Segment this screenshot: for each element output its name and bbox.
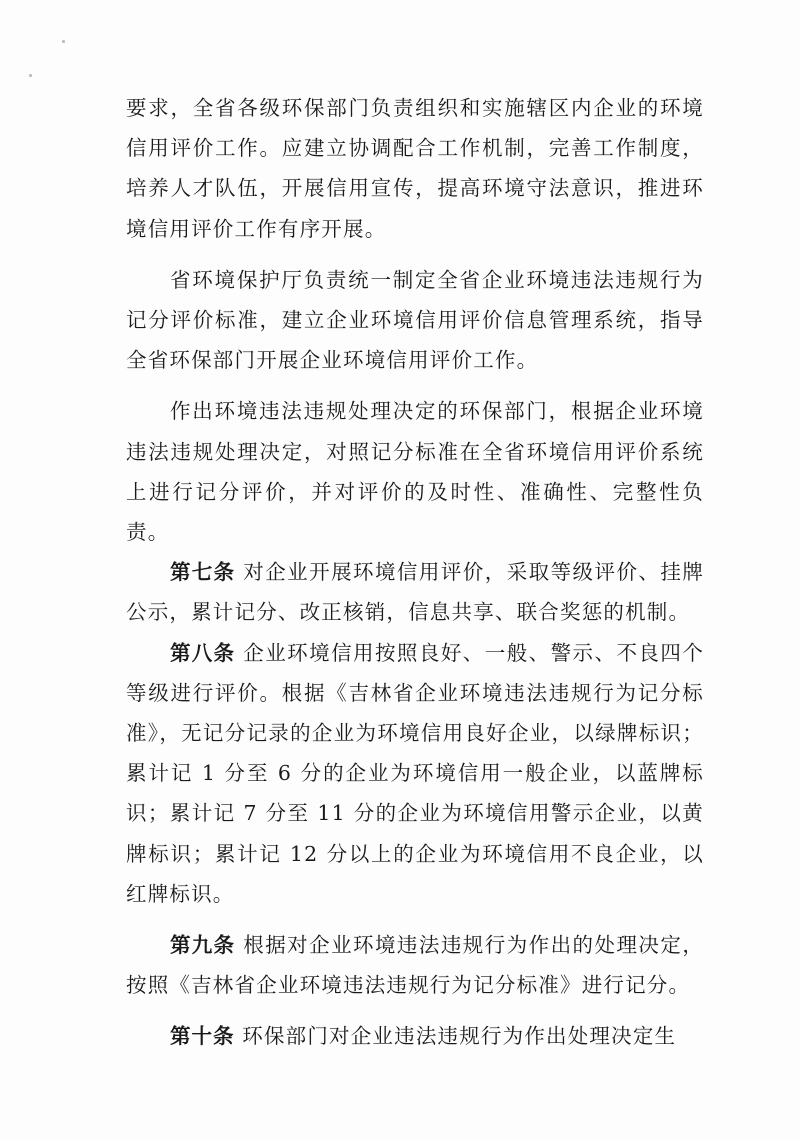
article-number: 第八条 (170, 640, 236, 665)
paragraph-text: 作出环境违法违规处理决定的环保部门，根据企业环境违法违规处理决定，对照记分标准在全省环境信用评价系统上进行记分评价，并对评价的及时性、准确性、完整性负责。 (126, 399, 704, 545)
article-9 (126, 925, 704, 1005)
article-number: 第十条 (170, 1024, 235, 1049)
document-body (126, 88, 704, 1057)
article-10 (126, 1016, 704, 1056)
scan-speck (62, 40, 65, 43)
article-number: 第九条 (170, 933, 236, 958)
article-8 (126, 633, 704, 914)
article-text: 对企业开展环境信用评价，采取等级评价、挂牌公示，累计记分、改正核销，信息共享、联合奖惩的机制。 (126, 560, 705, 625)
paragraph-text: 省环境保护厅负责统一制定全省企业环境违法违规行为记分评价标准，建立企业环境信用评价信息管理系统，指导全省环保部门开展企业环境信用评价工作。 (126, 267, 704, 373)
paragraph-continued (126, 88, 704, 249)
article-number: 第七条 (170, 560, 236, 585)
scan-speck (29, 74, 32, 77)
paragraph (126, 391, 704, 552)
paragraph-text: 要求，全省各级环保部门负责组织和实施辖区内企业的环境信用评价工作。应建立协调配合工作机制，完善工作制度，培养人才队伍，开展信用宣传，提高环境守法意识，推进环境信用评价工作有序开展。 (126, 96, 704, 241)
paragraph (126, 260, 704, 381)
article-text: 环保部门对企业违法违规行为作出处理决定生 (242, 1024, 677, 1049)
article-7 (126, 552, 704, 632)
article-text: 根据对企业环境违法违规行为作出的处理决定，按照《吉林省企业环境违法违规行为记分标准》进行记分。 (126, 933, 705, 998)
article-text: 企业环境信用按照良好、一般、警示、不良四个等级进行评价。根据《吉林省企业环境违法违规行为记分标准》，无记分记录的企业为环境信用良好企业，以绿牌标识；累计记 1 分至 6 分的企业为环境信用一般企业，以蓝牌标识；累计记 7 分至 11 分的企业为环境信用警示企业，以黄牌标识；累计记 12 分以上的企业为环境信用不良企业，以红牌标识。 (126, 640, 705, 906)
